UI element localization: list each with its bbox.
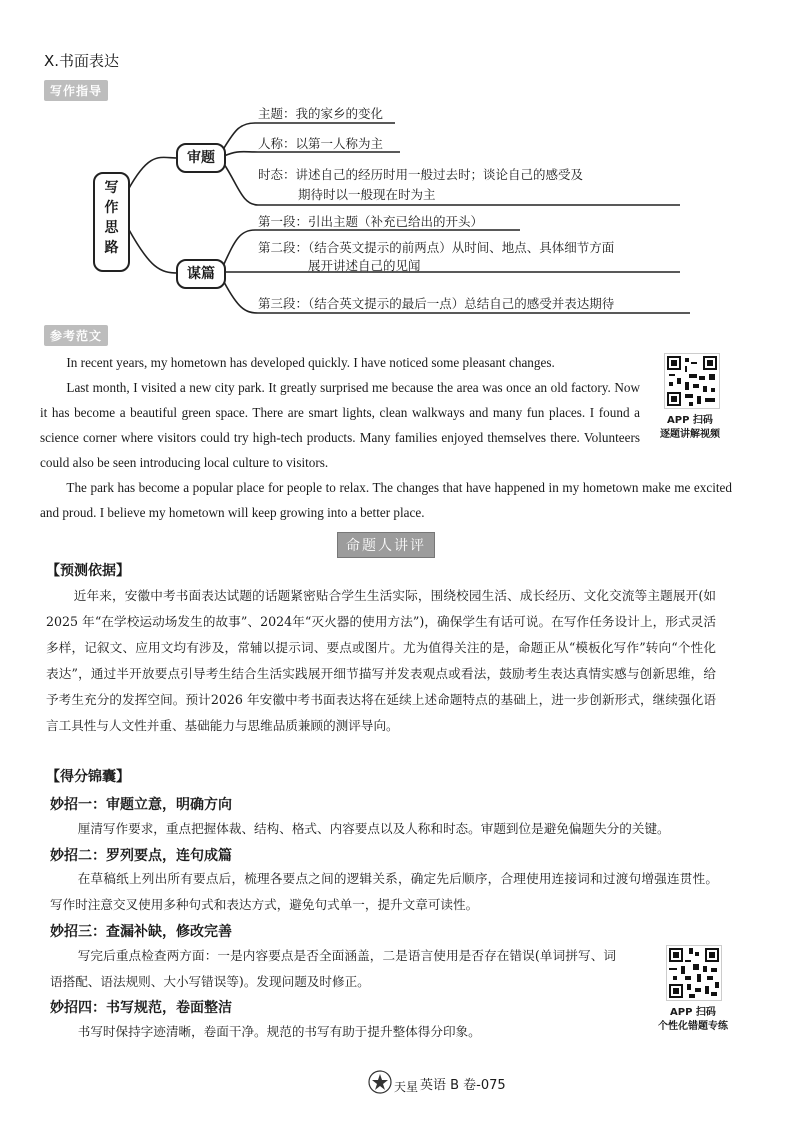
mindmap-item: 第一段：引出主题（补充已给出的开头） bbox=[258, 214, 484, 229]
tip-text-2: 在草稿纸上列出所有要点后，梳理各要点之间的逻辑关系，确定先后顺序，合理使用连接词和过渡句增强连贯性。写作时注意交叉使用多种句式和表达方式，避免句式单一，提升文章可读性。 bbox=[50, 871, 718, 912]
tip-head-1: 妙招一：审题立意，明确方向 bbox=[50, 797, 232, 813]
sample-essay bbox=[40, 350, 640, 475]
prediction-title: 【预测依据】 bbox=[46, 563, 130, 579]
mindmap-item: 人称：以第一人称为主 bbox=[258, 136, 384, 151]
qr-caption-practice: APP 扫码 个性化错题专练 bbox=[658, 1007, 728, 1032]
mindmap-item: 期待时以一般现在时为主 bbox=[298, 187, 436, 202]
qr-code-icon bbox=[667, 946, 721, 1000]
mindmap-item: 时态：讲述自己的经历时用一般过去时；谈论自己的感受及 bbox=[258, 167, 584, 182]
tips-title: 【得分锦囊】 bbox=[46, 769, 130, 785]
footer-logo bbox=[368, 1070, 392, 1098]
essay-paragraph-3: The park has become a popular place for people to relax. The changes that have happened in my hometown make me excited and proud. I believe my hometown will keep growing into a better place. bbox=[40, 480, 732, 520]
writing-guide-tag: 写作指导 bbox=[44, 80, 108, 101]
tip-text-4: 书写时保持字迹清晰，卷面干净。规范的书写有助于提升整体得分印象。 bbox=[77, 1024, 481, 1039]
mindmap-branch-shenti: 审题 bbox=[176, 143, 226, 173]
tip-head-2: 妙招二：罗列要点，连句成篇 bbox=[50, 848, 232, 864]
mindmap-item: 第三段：（结合英文提示的最后一点）总结自己的感受并表达期待 bbox=[258, 296, 615, 311]
mindmap-item: 第二段：（结合英文提示的前两点）从时间、地点、具体细节方面 bbox=[258, 240, 615, 255]
section-title: X.书面表达 bbox=[44, 52, 120, 70]
sample-essay-end bbox=[40, 475, 732, 525]
star-logo-icon bbox=[368, 1070, 392, 1094]
qr-code-practice[interactable] bbox=[666, 945, 722, 1001]
qr-code-video[interactable] bbox=[664, 353, 720, 409]
essay-paragraph-1: In recent years, my hometown has developed quickly. I have noticed some pleasant changes. bbox=[66, 355, 555, 370]
footer-brand: 天星 bbox=[394, 1080, 419, 1094]
mindmap-item: 主题：我的家乡的变化 bbox=[258, 106, 384, 121]
footer-page: 英语 B 卷-075 bbox=[420, 1078, 506, 1093]
tip-head-4: 妙招四：书写规范，卷面整洁 bbox=[50, 1000, 232, 1016]
mindmap-root: 写作思路 bbox=[93, 172, 130, 272]
sample-essay-tag: 参考范文 bbox=[44, 325, 108, 346]
tip-text-3: 写完后重点检查两方面：一是内容要点是否全面涵盖，二是语言使用是否存在错误(单词拼写、词语搭配、语法规则、大小写错误等)。发现问题及时修正。 bbox=[50, 948, 616, 989]
mindmap-branch-moupian: 谋篇 bbox=[176, 259, 226, 289]
tip-head-3: 妙招三：查漏补缺，修改完善 bbox=[50, 924, 232, 940]
commentary-banner: 命题人讲评 bbox=[337, 532, 435, 558]
qr-caption-video: APP 扫码 逐题讲解视频 bbox=[660, 415, 720, 440]
qr-code-icon bbox=[665, 354, 719, 408]
essay-paragraph-2: Last month, I visited a new city park. It greatly surprised me because the area was once an old factory. Now it has become a beautiful green space. There are smart lights, clean walkways and many fun places. I found a science corner where visitors could try high-tech products. Many families enjoyed themselves there. Volunteers could also be seen introducing local culture to visitors. bbox=[40, 380, 640, 470]
prediction-text: 近年来，安徽中考书面表达试题的话题紧密贴合学生生活实际，围绕校园生活、成长经历、文化交流等主题展开(如2025 年“在学校运动场发生的故事”、2024年“灭火器的使用方法”)，确保学生有话可说。在写作任务设计上，形式灵活多样，记叙文、应用文均有涉及，常辅以提示词、要点或图片。尤为值得关注的是，命题正从“模板化写作”转向“个性化表达”，通过半开放要点引导考生结合生活实践展开细节描写并发表观点或看法，鼓励考生表达真情实感与创新思维，给予考生充分的发挥空间。预计2026 年安徽中考书面表达将在延续上述命题特点的基础上，进一步创新形式，继续强化语言工具性与人文性并重、基础能力与思维品质兼顾的测评导向。 bbox=[46, 588, 716, 733]
mindmap-item: 展开讲述自己的见闻 bbox=[308, 258, 421, 273]
tip-text-1: 厘清写作要求，重点把握体裁、结构、格式、内容要点以及人称和时态。审题到位是避免偏题失分的关键。 bbox=[77, 821, 670, 836]
